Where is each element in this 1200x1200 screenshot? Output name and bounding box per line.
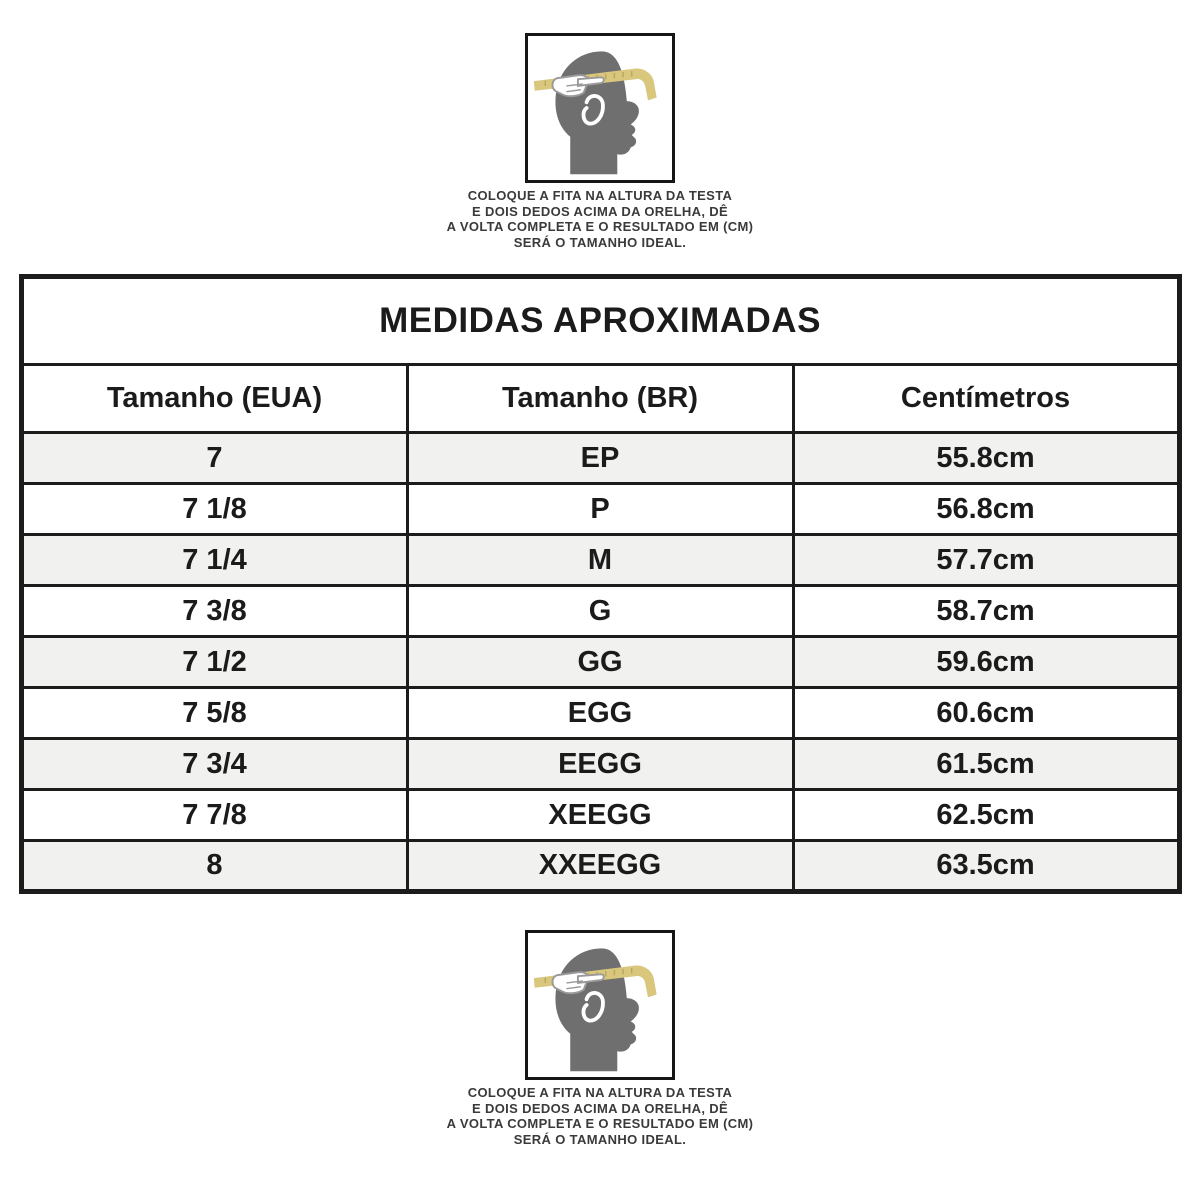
- measure-instruction-line: E DOIS DEDOS ACIMA DA ORELHA, DÊ: [471, 203, 729, 219]
- column-header-tamanho-br: Tamanho (BR): [407, 365, 793, 433]
- cell-size-br: P: [407, 484, 793, 535]
- table-row: [21, 586, 1179, 637]
- head-measure-figure: [525, 33, 675, 183]
- table-row: [21, 688, 1179, 739]
- bottom-instruction-section: [0, 894, 1200, 1147]
- cell-size-br: EP: [407, 433, 793, 484]
- table-title-row: [21, 277, 1179, 365]
- cell-size-eua: 7 3/4: [21, 739, 407, 790]
- table-header-row: [21, 365, 1179, 433]
- cell-size-br: GG: [407, 637, 793, 688]
- table-row: [21, 433, 1179, 484]
- table-row: [21, 739, 1179, 790]
- column-header-centimetros: Centímetros: [793, 365, 1179, 433]
- column-header-tamanho-eua: Tamanho (EUA): [21, 365, 407, 433]
- cell-size-cm: 57.7cm: [793, 535, 1179, 586]
- table-row: [21, 484, 1179, 535]
- head-measure-icon: [528, 36, 672, 180]
- cell-size-cm: 60.6cm: [793, 688, 1179, 739]
- cell-size-cm: 55.8cm: [793, 433, 1179, 484]
- cell-size-eua: 7 5/8: [21, 688, 407, 739]
- table-row: [21, 637, 1179, 688]
- top-instruction-section: [0, 0, 1200, 250]
- cell-size-eua: 7 1/8: [21, 484, 407, 535]
- measure-instruction-line: A VOLTA COMPLETA E O RESULTADO EM (CM): [446, 219, 754, 234]
- cell-size-eua: 7: [21, 433, 407, 484]
- cell-size-br: M: [407, 535, 793, 586]
- cell-size-eua: 7 3/8: [21, 586, 407, 637]
- cell-size-cm: 58.7cm: [793, 586, 1179, 637]
- size-chart-table: [19, 274, 1182, 894]
- cell-size-cm: 61.5cm: [793, 739, 1179, 790]
- cell-size-cm: 62.5cm: [793, 790, 1179, 841]
- cell-size-eua: 7 1/4: [21, 535, 407, 586]
- table-row: [21, 535, 1179, 586]
- measure-instruction-line: E DOIS DEDOS ACIMA DA ORELHA, DÊ: [471, 1100, 729, 1116]
- table-row: [21, 790, 1179, 841]
- table-row: [21, 841, 1179, 892]
- cell-size-br: XXEEGG: [407, 841, 793, 892]
- cell-size-eua: 7 1/2: [21, 637, 407, 688]
- table-title: MEDIDAS APROXIMADAS: [21, 277, 1179, 365]
- measure-instruction-caption: [447, 1085, 754, 1147]
- cell-size-cm: 63.5cm: [793, 841, 1179, 892]
- cell-size-br: G: [407, 586, 793, 637]
- cell-size-br: XEEGG: [407, 790, 793, 841]
- measure-instruction-line: COLOQUE A FITA NA ALTURA DA TESTA: [467, 1085, 733, 1100]
- cell-size-br: EGG: [407, 688, 793, 739]
- cell-size-cm: 59.6cm: [793, 637, 1179, 688]
- cell-size-eua: 7 7/8: [21, 790, 407, 841]
- measure-instruction-caption: [447, 188, 754, 250]
- cell-size-cm: 56.8cm: [793, 484, 1179, 535]
- measure-instruction-line: SERÁ O TAMANHO IDEAL.: [513, 234, 687, 250]
- measure-instruction-line: SERÁ O TAMANHO IDEAL.: [513, 1131, 687, 1147]
- measure-instruction-line: A VOLTA COMPLETA E O RESULTADO EM (CM): [446, 1116, 754, 1131]
- measure-instruction-line: COLOQUE A FITA NA ALTURA DA TESTA: [467, 188, 733, 203]
- head-measure-icon: [528, 933, 672, 1077]
- cell-size-br: EEGG: [407, 739, 793, 790]
- cell-size-eua: 8: [21, 841, 407, 892]
- head-measure-figure: [525, 930, 675, 1080]
